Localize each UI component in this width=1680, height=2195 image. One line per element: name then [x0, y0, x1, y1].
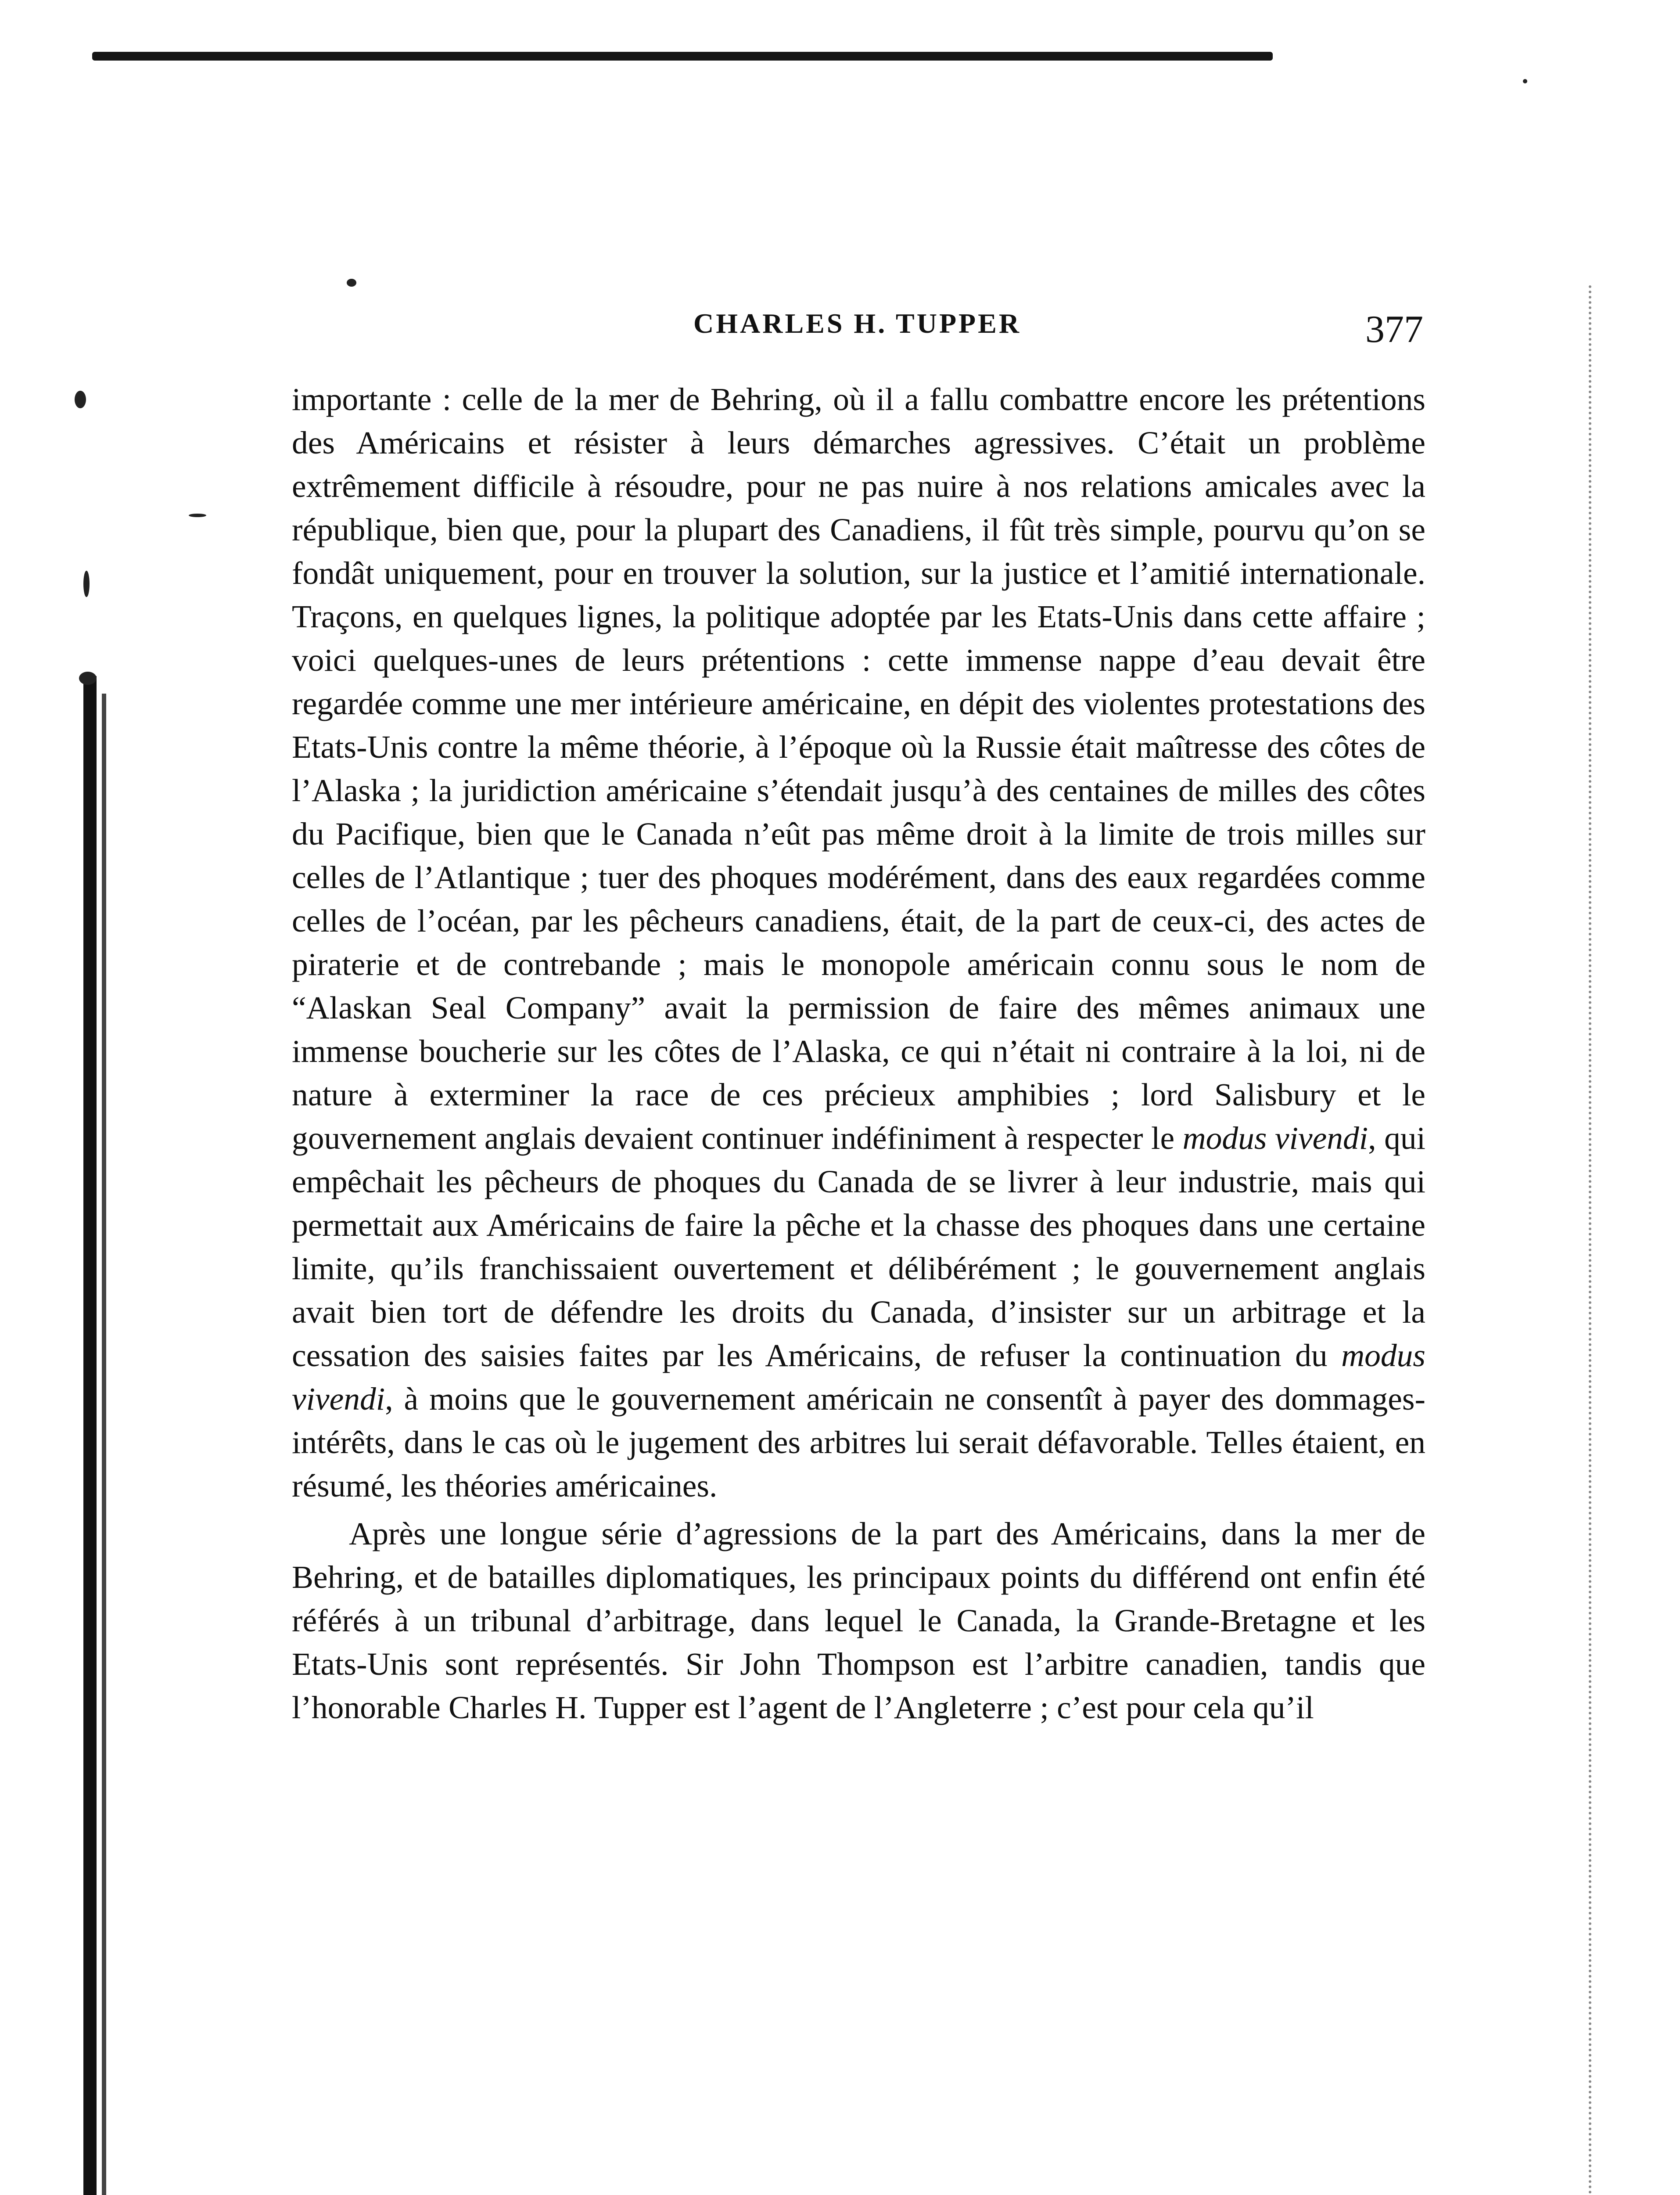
- scan-speck: [347, 279, 356, 287]
- body-text: [292, 378, 1425, 1729]
- scan-speck: [79, 672, 97, 685]
- running-head: CHARLES H. TUPPER: [693, 308, 1022, 339]
- italic-run: modus vivendi: [292, 1338, 1425, 1417]
- text-run: Après une longue série d’agressions de la part des Américains, dans la mer de Behring, et de batailles diplomatiques, les principaux points du différend ont enfin été référés à un tribunal d’arbitrage, dans lequel le Canada, la Grande-Bretagne et les Etats-Unis sont représentés. Sir John Thompson est l’arbitre canadien, tandis que l’honorable Charles H. Tupper est l’agent de l’Angleterre ; c’est pour cela qu’il: [292, 1516, 1425, 1725]
- text-run: importante : celle de la mer de Behring, où il a fallu combattre encore les prétentions des Américains et résister à leurs démarches agressives. C’était un problème extrêmement difficile à résoudre, pour ne pas nuire à nos relations amicales avec la république, bien que, pour la plupart des Canadiens, il fût très simple, pourvu qu’on se fondât uniquement, pour en trouver la solution, sur la justice et l’amitié internationale. Traçons, en quelques lignes, la politique adoptée par les Etats-Unis dans cette affaire ; voici quelques-unes de leurs prétentions : cette immense nappe d’eau devait être regardée comme une mer intérieure américaine, en dépit des violentes protestations des Etats-Unis contre la même théorie, à l’époque où la Russie était maîtresse des côtes de l’Alaska ; la juridiction américaine s’étendait jusqu’à des centaines de milles des côtes du Pacifique, bien que le Canada n’eût pas même droit à la limite de trois milles sur celles de l’Atlantique ; tuer des phoques modérément, dans des eaux regardées comme celles de l’océan, par les pêcheurs canadiens, était, de la part de ceux-ci, des actes de piraterie et de contrebande ; mais le monopole américain connu sous le nom de “Alaskan Seal Company” avait la permission de faire des mêmes animaux une immense boucherie sur les côtes de l’Alaska, ce qui n’était ni contraire à la loi, ni de nature à exterminer la race de ces précieux amphibies ; lord Salisbury et le gouvernement anglais devaient continuer indéfiniment à respecter le: [292, 381, 1425, 1156]
- page-number: 377: [1365, 308, 1423, 351]
- scan-speck: [189, 514, 206, 517]
- left-binding-edge: [83, 676, 97, 2195]
- italic-run: modus vivendi: [1182, 1120, 1368, 1156]
- scan-speck: [75, 391, 86, 408]
- scan-speck: [1523, 79, 1527, 83]
- text-run: , à moins que le gouvernement américain ne consentît à payer des dommages-intérêts, dans le cas où le jugement des arbitres lui serait défavorable. Telles étaient, en résumé, les théories américaines.: [292, 1381, 1425, 1504]
- right-scan-edge: [1589, 285, 1591, 2195]
- text-run: , qui empêchait les pêcheurs de phoques du Canada de se livrer à leur industrie, mais qui permettait aux Américains de faire la pêche et la chasse des phoques dans une certaine limite, qu’ils franchissaient ouvertement et délibérément ; le gouvernement anglais avait bien tort de défendre les droits du Canada, d’insister sur un arbitrage et la cessation des saisies faites par les Américains, de refuser la continuation du: [292, 1120, 1425, 1373]
- top-scan-rule: [92, 52, 1273, 61]
- left-binding-shadow: [102, 694, 106, 2195]
- scan-speck: [83, 571, 90, 597]
- paragraph: [292, 378, 1425, 1508]
- paragraph: [292, 1512, 1425, 1729]
